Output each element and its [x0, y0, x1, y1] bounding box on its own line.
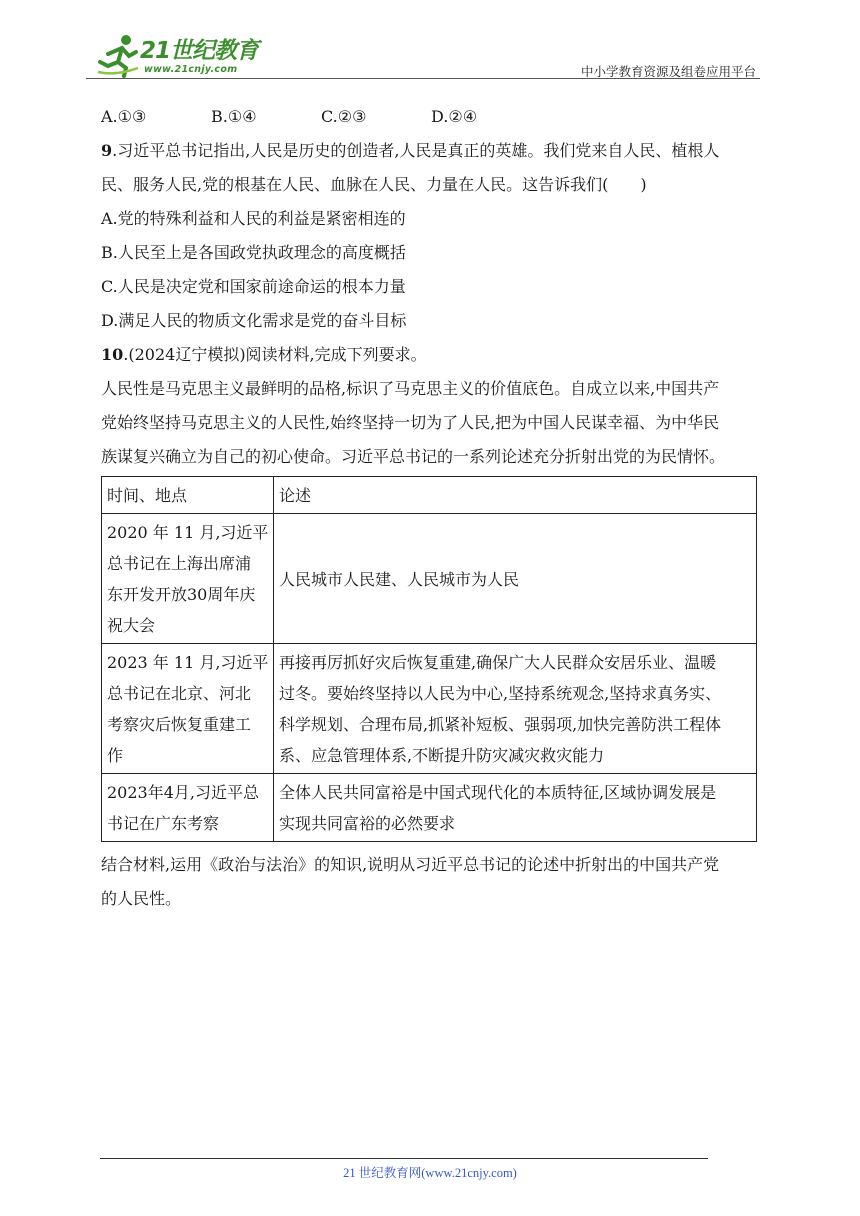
- table-header-time: 时间、地点: [102, 477, 274, 514]
- footer-divider: [100, 1158, 708, 1159]
- q8-option-a: A.①③: [101, 107, 147, 126]
- cell-line: 东开发开放30周年庆: [107, 585, 256, 604]
- cell-line: 2023年4月,习近平总: [107, 783, 259, 802]
- footer-link[interactable]: 21 世纪教育网(www.21cnjy.com): [343, 1166, 517, 1180]
- header-slogan: 中小学教育资源及组卷应用平台: [580, 64, 756, 79]
- table-cell-remark: [274, 774, 757, 842]
- q9-stem-text: .习近平总书记指出,人民是历史的创造者,人民是真正的英雄。我们党来自人民、植根人: [112, 141, 720, 160]
- table-header-row: [102, 477, 757, 514]
- q9-stem-line-2: 民、服务人民,党的根基在人民、血脉在人民、力量在人民。这告诉我们( ): [101, 175, 647, 194]
- cell-line: 祝大会: [107, 616, 156, 635]
- logo-text: 21世纪教育: [140, 38, 259, 64]
- statements-table: [101, 476, 757, 842]
- table-cell-time: [102, 644, 274, 774]
- page-header: [96, 28, 760, 82]
- header-divider: [86, 78, 760, 79]
- cell-line: 人民城市人民建、人民城市为人民: [279, 569, 520, 589]
- logo-url: www.21cnjy.com: [144, 64, 238, 75]
- cell-line: 过冬。要始终坚持以人民为中心,坚持系统观念,坚持求真务实、: [279, 684, 722, 703]
- table-row: [102, 514, 757, 644]
- cell-line: 实现共同富裕的必然要求: [279, 814, 456, 833]
- table-header-remark: 论述: [274, 477, 757, 514]
- q8-option-b: B.①④: [211, 107, 257, 126]
- cell-line: 科学规划、合理布局,抓紧补短板、强弱项,加快完善防洪工程体: [279, 715, 722, 734]
- table-cell-time: [102, 774, 274, 842]
- cell-line: 2020 年 11 月,习近平: [107, 523, 269, 542]
- q10-stem-text: .(2024辽宁模拟)阅读材料,完成下列要求。: [123, 345, 427, 364]
- q10-question-line-1: 结合材料,运用《政治与法治》的知识,说明从习近平总书记的论述中折射出的中国共产党: [101, 855, 720, 874]
- cell-line: 总书记在北京、河北: [107, 684, 252, 703]
- q8-options: [101, 100, 763, 134]
- q8-option-d: D.②④: [431, 107, 478, 126]
- cell-line: 再接再厉抓好灾后恢复重建,确保广大人民群众安居乐业、温暖: [279, 653, 717, 672]
- q9-option-b: B.人民至上是各国政党执政理念的高度概括: [101, 243, 406, 262]
- q9-stem-line-1: [101, 134, 763, 168]
- cell-line: 作: [107, 746, 124, 765]
- table-cell-time: [102, 514, 274, 644]
- q10-question: [101, 848, 763, 916]
- q8-option-c: C.②③: [321, 107, 367, 126]
- site-logo[interactable]: [96, 32, 266, 78]
- table-cell-remark: [274, 514, 757, 644]
- q9-number: 9: [101, 141, 113, 160]
- q10-material-line-2: 党始终坚持马克思主义的人民性,始终坚持一切为了人民,把为中国人民谋幸福、为中华民: [101, 413, 720, 432]
- table-row: [102, 644, 757, 774]
- cell-line: 系、应急管理体系,不断提升防灾减灾救灾能力: [279, 746, 605, 765]
- cell-line: 考察灾后恢复重建工: [107, 715, 252, 734]
- table-row: [102, 774, 757, 842]
- q10-material-line-3: 族谋复兴确立为自己的初心使命。习近平总书记的一系列论述充分折射出党的为民情怀。: [101, 447, 726, 466]
- q10-stem: [101, 338, 763, 372]
- q9-option-d: D.满足人民的物质文化需求是党的奋斗目标: [101, 311, 407, 330]
- cell-line: 2023 年 11 月,习近平: [107, 653, 269, 672]
- q10-question-line-2: 的人民性。: [101, 889, 182, 908]
- page-content: [101, 100, 763, 916]
- runner-logo-icon: [96, 32, 142, 78]
- q10-number: 10: [101, 345, 124, 364]
- q10-material-line-1: 人民性是马克思主义最鲜明的品格,标识了马克思主义的价值底色。自成立以来,中国共产: [101, 379, 720, 398]
- q9-option-c: C.人民是决定党和国家前途命运的根本力量: [101, 277, 406, 296]
- q9-option-a: A.党的特殊利益和人民的利益是紧密相连的: [101, 209, 406, 228]
- table-cell-remark: [274, 644, 757, 774]
- cell-line: 全体人民共同富裕是中国式现代化的本质特征,区域协调发展是: [279, 783, 717, 802]
- cell-line: 总书记在上海出席浦: [107, 554, 252, 573]
- cell-line: 书记在广东考察: [107, 814, 220, 833]
